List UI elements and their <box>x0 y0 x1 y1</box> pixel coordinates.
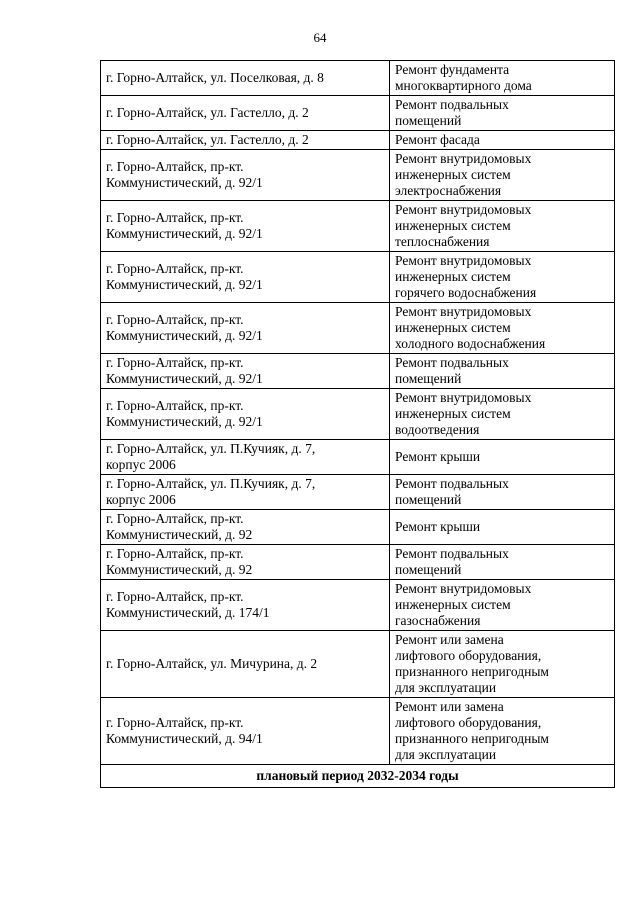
table-row <box>101 252 615 303</box>
address-cell: г. Горно-Алтайск, пр-кт. Коммунистический, д. 92 <box>101 510 390 545</box>
work-type-cell: Ремонт или замена лифтового оборудования, признанного непригодным для эксплуатации <box>390 698 615 765</box>
work-type-cell: Ремонт внутридомовых инженерных систем холодного водоснабжения <box>390 303 615 354</box>
table-row <box>101 389 615 440</box>
work-type-cell: Ремонт подвальных помещений <box>390 545 615 580</box>
table-row <box>101 201 615 252</box>
address-cell: г. Горно-Алтайск, пр-кт. Коммунистический, д. 174/1 <box>101 580 390 631</box>
work-type-cell: Ремонт внутридомовых инженерных систем электроснабжения <box>390 150 615 201</box>
table-row <box>101 150 615 201</box>
repair-table-body <box>101 61 615 765</box>
address-cell: г. Горно-Алтайск, пр-кт. Коммунистический, д. 92 <box>101 545 390 580</box>
work-type-cell: Ремонт подвальных помещений <box>390 354 615 389</box>
period-row <box>101 765 615 788</box>
table-row <box>101 580 615 631</box>
address-cell: г. Горно-Алтайск, ул. Гастелло, д. 2 <box>101 96 390 131</box>
work-type-cell: Ремонт подвальных помещений <box>390 475 615 510</box>
table-row <box>101 698 615 765</box>
work-type-cell: Ремонт крыши <box>390 440 615 475</box>
address-cell: г. Горно-Алтайск, ул. Поселковая, д. 8 <box>101 61 390 96</box>
period-heading: плановый период 2032-2034 годы <box>101 765 615 788</box>
address-cell: г. Горно-Алтайск, пр-кт. Коммунистический, д. 92/1 <box>101 252 390 303</box>
table-row <box>101 440 615 475</box>
address-cell: г. Горно-Алтайск, пр-кт. Коммунистический, д. 94/1 <box>101 698 390 765</box>
repair-table <box>100 60 615 788</box>
table-row <box>101 61 615 96</box>
address-cell: г. Горно-Алтайск, ул. Гастелло, д. 2 <box>101 131 390 150</box>
table-row <box>101 354 615 389</box>
table-row <box>101 545 615 580</box>
work-type-cell: Ремонт подвальных помещений <box>390 96 615 131</box>
work-type-cell: Ремонт или замена лифтового оборудования, признанного непригодным для эксплуатации <box>390 631 615 698</box>
table-row <box>101 475 615 510</box>
table-row <box>101 510 615 545</box>
address-cell: г. Горно-Алтайск, пр-кт. Коммунистический, д. 92/1 <box>101 389 390 440</box>
address-cell: г. Горно-Алтайск, пр-кт. Коммунистический, д. 92/1 <box>101 150 390 201</box>
address-cell: г. Горно-Алтайск, ул. П.Кучияк, д. 7, корпус 2006 <box>101 440 390 475</box>
table-row <box>101 96 615 131</box>
work-type-cell: Ремонт внутридомовых инженерных систем газоснабжения <box>390 580 615 631</box>
table-row <box>101 631 615 698</box>
work-type-cell: Ремонт фундамента многоквартирного дома <box>390 61 615 96</box>
work-type-cell: Ремонт фасада <box>390 131 615 150</box>
work-type-cell: Ремонт внутридомовых инженерных систем теплоснабжения <box>390 201 615 252</box>
work-type-cell: Ремонт крыши <box>390 510 615 545</box>
work-type-cell: Ремонт внутридомовых инженерных систем горячего водоснабжения <box>390 252 615 303</box>
table-row <box>101 303 615 354</box>
address-cell: г. Горно-Алтайск, пр-кт. Коммунистический, д. 92/1 <box>101 354 390 389</box>
page-number: 64 <box>313 30 327 45</box>
address-cell: г. Горно-Алтайск, пр-кт. Коммунистический, д. 92/1 <box>101 201 390 252</box>
table-row <box>101 131 615 150</box>
address-cell: г. Горно-Алтайск, ул. П.Кучияк, д. 7, корпус 2006 <box>101 475 390 510</box>
address-cell: г. Горно-Алтайск, пр-кт. Коммунистический, д. 92/1 <box>101 303 390 354</box>
work-type-cell: Ремонт внутридомовых инженерных систем водоотведения <box>390 389 615 440</box>
address-cell: г. Горно-Алтайск, ул. Мичурина, д. 2 <box>101 631 390 698</box>
